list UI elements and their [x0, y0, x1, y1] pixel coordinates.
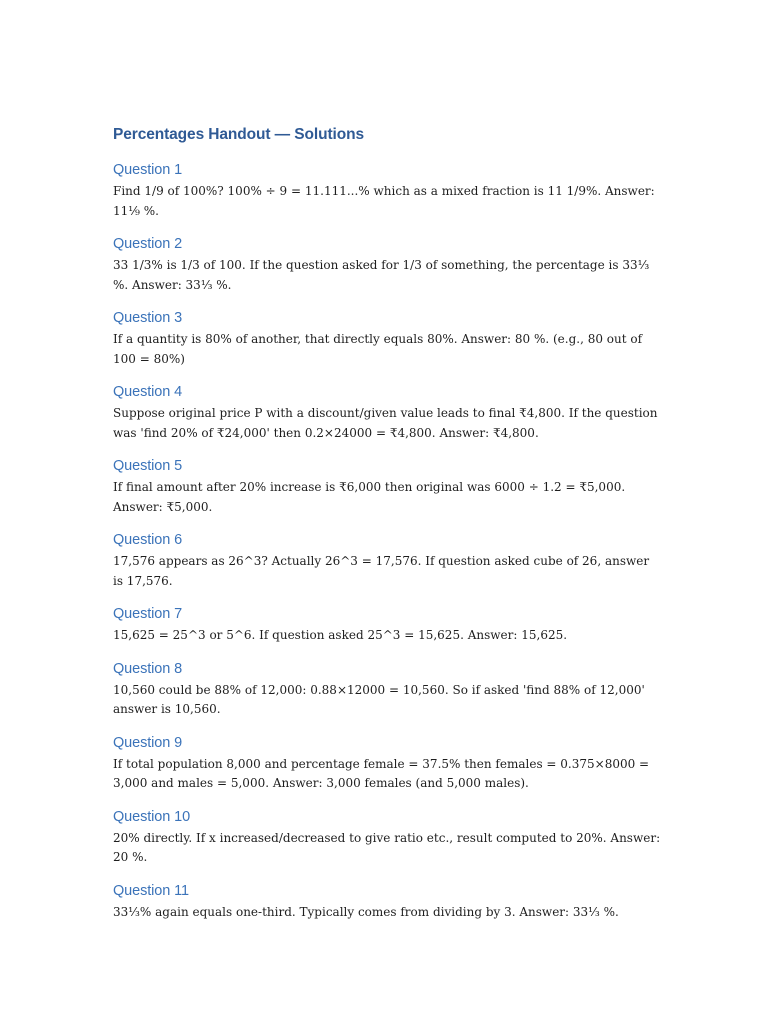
- question-solution-text: 10,560 could be 88% of 12,000: 0.88×12000 = 10,560. So if asked 'find 88% of 12,000' answer is 10,560.: [113, 682, 645, 716]
- question-solution-text: If final amount after 20% increase is ₹6,000 then original was 6000 ÷ 1.2 = ₹5,000. Answer: ₹5,000.: [113, 480, 626, 514]
- document-title: Percentages Handout — Solutions: [113, 126, 364, 143]
- question-block-3: [113, 308, 661, 369]
- question-heading: Question 2: [113, 236, 183, 252]
- question-block-2: [113, 234, 661, 295]
- question-heading: Question 4: [113, 384, 183, 400]
- question-block-8: [113, 659, 661, 720]
- question-solution-text: 33⅓% again equals one-third. Typically comes from dividing by 3. Answer: 33⅓ %.: [113, 904, 619, 919]
- question-solution-text: Find 1/9 of 100%? 100% ÷ 9 = 11.111...% which as a mixed fraction is 11 1/9%. Answer: 11⅑ %.: [113, 184, 655, 218]
- question-heading: Question 1: [113, 162, 183, 178]
- question-heading: Question 6: [113, 532, 183, 548]
- question-solution-text: 15,625 = 25^3 or 5^6. If question asked 25^3 = 15,625. Answer: 15,625.: [113, 628, 568, 642]
- question-heading: Question 3: [113, 310, 183, 326]
- question-block-9: [113, 733, 661, 794]
- question-block-11: [113, 881, 661, 923]
- question-heading: Question 11: [113, 882, 190, 899]
- question-solution-text: If total population 8,000 and percentage female = 37.5% then females = 0.375×8000 = 3,000 and males = 5,000. Answer: 3,000 females (and 5,000 males).: [113, 756, 650, 790]
- question-heading: Question 10: [113, 808, 191, 825]
- question-block-4: [113, 382, 661, 443]
- question-block-6: [113, 530, 661, 591]
- question-heading: Question 7: [113, 606, 183, 622]
- question-block-1: [113, 160, 661, 221]
- question-solution-text: 33 1/3% is 1/3 of 100. If the question asked for 1/3 of something, the percentage is 33⅓ %. Answer: 33⅓ %.: [113, 258, 650, 292]
- question-heading: Question 5: [113, 458, 183, 474]
- question-block-5: [113, 456, 661, 517]
- document-content: [113, 124, 661, 935]
- question-solution-text: 17,576 appears as 26^3? Actually 26^3 = 17,576. If question asked cube of 26, answer is 17,576.: [113, 554, 650, 588]
- question-heading: Question 8: [113, 660, 183, 677]
- question-heading: Question 9: [113, 734, 183, 751]
- question-solution-text: Suppose original price P with a discount/given value leads to final ₹4,800. If the question was 'find 20% of ₹24,000' then 0.2×24000 = ₹4,800. Answer: ₹4,800.: [113, 406, 658, 440]
- question-block-10: [113, 807, 661, 868]
- question-block-7: [113, 604, 661, 646]
- question-solution-text: If a quantity is 80% of another, that directly equals 80%. Answer: 80 %. (e.g., 80 out of 100 = 80%): [113, 332, 643, 366]
- question-solution-text: 20% directly. If x increased/decreased to give ratio etc., result computed to 20%. Answer: 20 %.: [113, 830, 661, 864]
